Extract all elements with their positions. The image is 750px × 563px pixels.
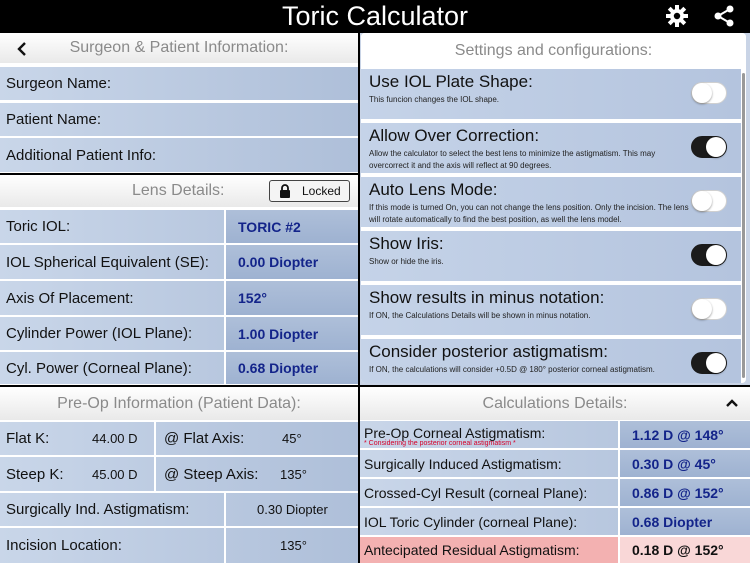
flat-k-row[interactable]: Flat K: 44.00 D @ Flat Axis: 45° — [0, 422, 358, 456]
setting-iol-plate-shape: Use IOL Plate Shape: This funcion changes the IOL shape. — [361, 69, 741, 121]
residual-astigmatism-row: Antecipated Residual Astigmatism: 0.18 D @ 152° — [360, 537, 750, 563]
sia-row[interactable]: Surgically Ind. Astigmatism: 0.30 Diopter — [0, 493, 358, 527]
preop-section-header: Pre-Op Information (Patient Data): — [0, 387, 358, 420]
surgically-induced-astigmatism-row: Surgically Induced Astigmatism: 0.30 D @ 45° — [360, 450, 750, 478]
surgeon-patient-panel — [0, 33, 358, 173]
cylinder-power-iol-value: 1.00 Diopter — [238, 325, 319, 342]
crossed-cyl-result-row: Crossed-Cyl Result (corneal Plane): 0.86 D @ 152° — [360, 479, 750, 507]
app-title: Toric Calculator — [281, 1, 469, 31]
cylinder-power-iol-row[interactable]: Cylinder Power (IOL Plane): 1.00 Diopter — [0, 317, 358, 351]
incision-location-row[interactable]: Incision Location: 135° — [0, 528, 358, 563]
axis-of-placement-value: 152° — [238, 290, 267, 306]
cyl-power-corneal-row[interactable]: Cyl. Power (Corneal Plane): 0.68 Diopter — [0, 352, 358, 385]
settings-scrollbar[interactable] — [742, 73, 745, 378]
flat-axis-value[interactable]: 45° — [282, 431, 302, 446]
crossed-cyl-result-value: 0.86 D @ 152° — [632, 484, 724, 501]
surgically-induced-astigmatism-value: 0.30 D @ 45° — [632, 455, 716, 472]
sia-value[interactable]: 0.30 Diopter — [257, 502, 328, 517]
gear-icon[interactable] — [665, 4, 689, 28]
toric-iol-row[interactable]: Toric IOL: TORIC #2 — [0, 210, 358, 244]
settings-popover — [361, 33, 746, 383]
surgeon-name-field[interactable]: Surgeon Name: — [0, 67, 358, 101]
title-bar — [0, 0, 750, 32]
setting-minus-notation: Show results in minus notation: If ON, the Calculations Details will be shown in minus notation. — [361, 285, 741, 337]
lens-section-header: Lens Details: Locked — [0, 175, 358, 207]
auto-lens-mode-toggle[interactable] — [691, 190, 727, 212]
setting-allow-over-correction: Allow Over Correction: Allow the calculator to select the best lens to minimize the astigmatism. This may overcorrect it and the axis will reflect at 90 degrees. — [361, 123, 741, 175]
chevron-left-icon[interactable] — [16, 41, 28, 57]
iol-se-row[interactable]: IOL Spherical Equivalent (SE): 0.00 Diopter — [0, 245, 358, 280]
iol-se-value: 0.00 Diopter — [238, 254, 319, 270]
calculations-panel — [360, 387, 750, 563]
posterior-note: * Considering the posterior corneal astigmatism * — [364, 440, 516, 447]
steep-k-value[interactable]: 45.00 D — [92, 466, 138, 482]
patient-name-field[interactable]: Patient Name: — [0, 103, 358, 137]
flat-k-value[interactable]: 44.00 D — [92, 431, 138, 446]
preop-corneal-astigmatism-value: 1.12 D @ 148° — [632, 426, 724, 443]
setting-auto-lens-mode: Auto Lens Mode: If this mode is turned On, you can not change the lens position. Only the incision. The lens will rotate automatically to find the best position, as well the lens model. — [361, 177, 741, 229]
setting-posterior-astigmatism: Consider posterior astigmatism: If ON, the calculations will consider +0.5D @ 180° posterior corneal astigmatism. — [361, 339, 741, 383]
cyl-power-corneal-value: 0.68 Diopter — [238, 360, 319, 376]
steep-axis-value[interactable]: 135° — [280, 466, 307, 482]
lock-button[interactable]: Locked — [269, 180, 350, 202]
setting-show-iris: Show Iris: Show or hide the iris. — [361, 231, 741, 283]
calc-section-header: Calculations Details: — [360, 387, 750, 420]
axis-of-placement-row[interactable]: Axis Of Placement: 152° — [0, 281, 358, 316]
iol-plate-shape-toggle[interactable] — [691, 82, 727, 104]
steep-k-row[interactable]: Steep K: 45.00 D @ Steep Axis: 135° — [0, 457, 358, 492]
preop-corneal-astigmatism-row: Pre-Op Corneal Astigmatism: * Considering the posterior corneal astigmatism * 1.12 D @ 148° — [360, 421, 750, 449]
allow-over-correction-toggle[interactable] — [691, 136, 727, 158]
toric-iol-value: TORIC #2 — [238, 218, 301, 235]
incision-location-value[interactable]: 135° — [280, 538, 307, 553]
share-icon[interactable] — [712, 4, 736, 28]
lens-details-panel — [0, 175, 358, 385]
posterior-astigmatism-toggle[interactable] — [691, 352, 727, 374]
settings-header: Settings and configurations: — [361, 33, 746, 68]
preop-panel — [0, 387, 358, 563]
flat-axis-label: @ Flat Axis: — [164, 430, 245, 447]
steep-axis-label: @ Steep Axis: — [164, 465, 259, 483]
lock-icon — [279, 184, 291, 198]
residual-astigmatism-value: 0.18 D @ 152° — [632, 542, 724, 558]
minus-notation-toggle[interactable] — [691, 298, 727, 320]
chevron-up-icon[interactable] — [725, 398, 739, 408]
show-iris-toggle[interactable] — [691, 244, 727, 266]
iol-toric-cylinder-row: IOL Toric Cylinder (corneal Plane): 0.68 Diopter — [360, 508, 750, 536]
iol-toric-cylinder-value: 0.68 Diopter — [632, 513, 713, 530]
surgeon-section-header: Surgeon & Patient Information: — [0, 33, 358, 63]
additional-patient-info-field[interactable]: Additional Patient Info: — [0, 138, 358, 173]
